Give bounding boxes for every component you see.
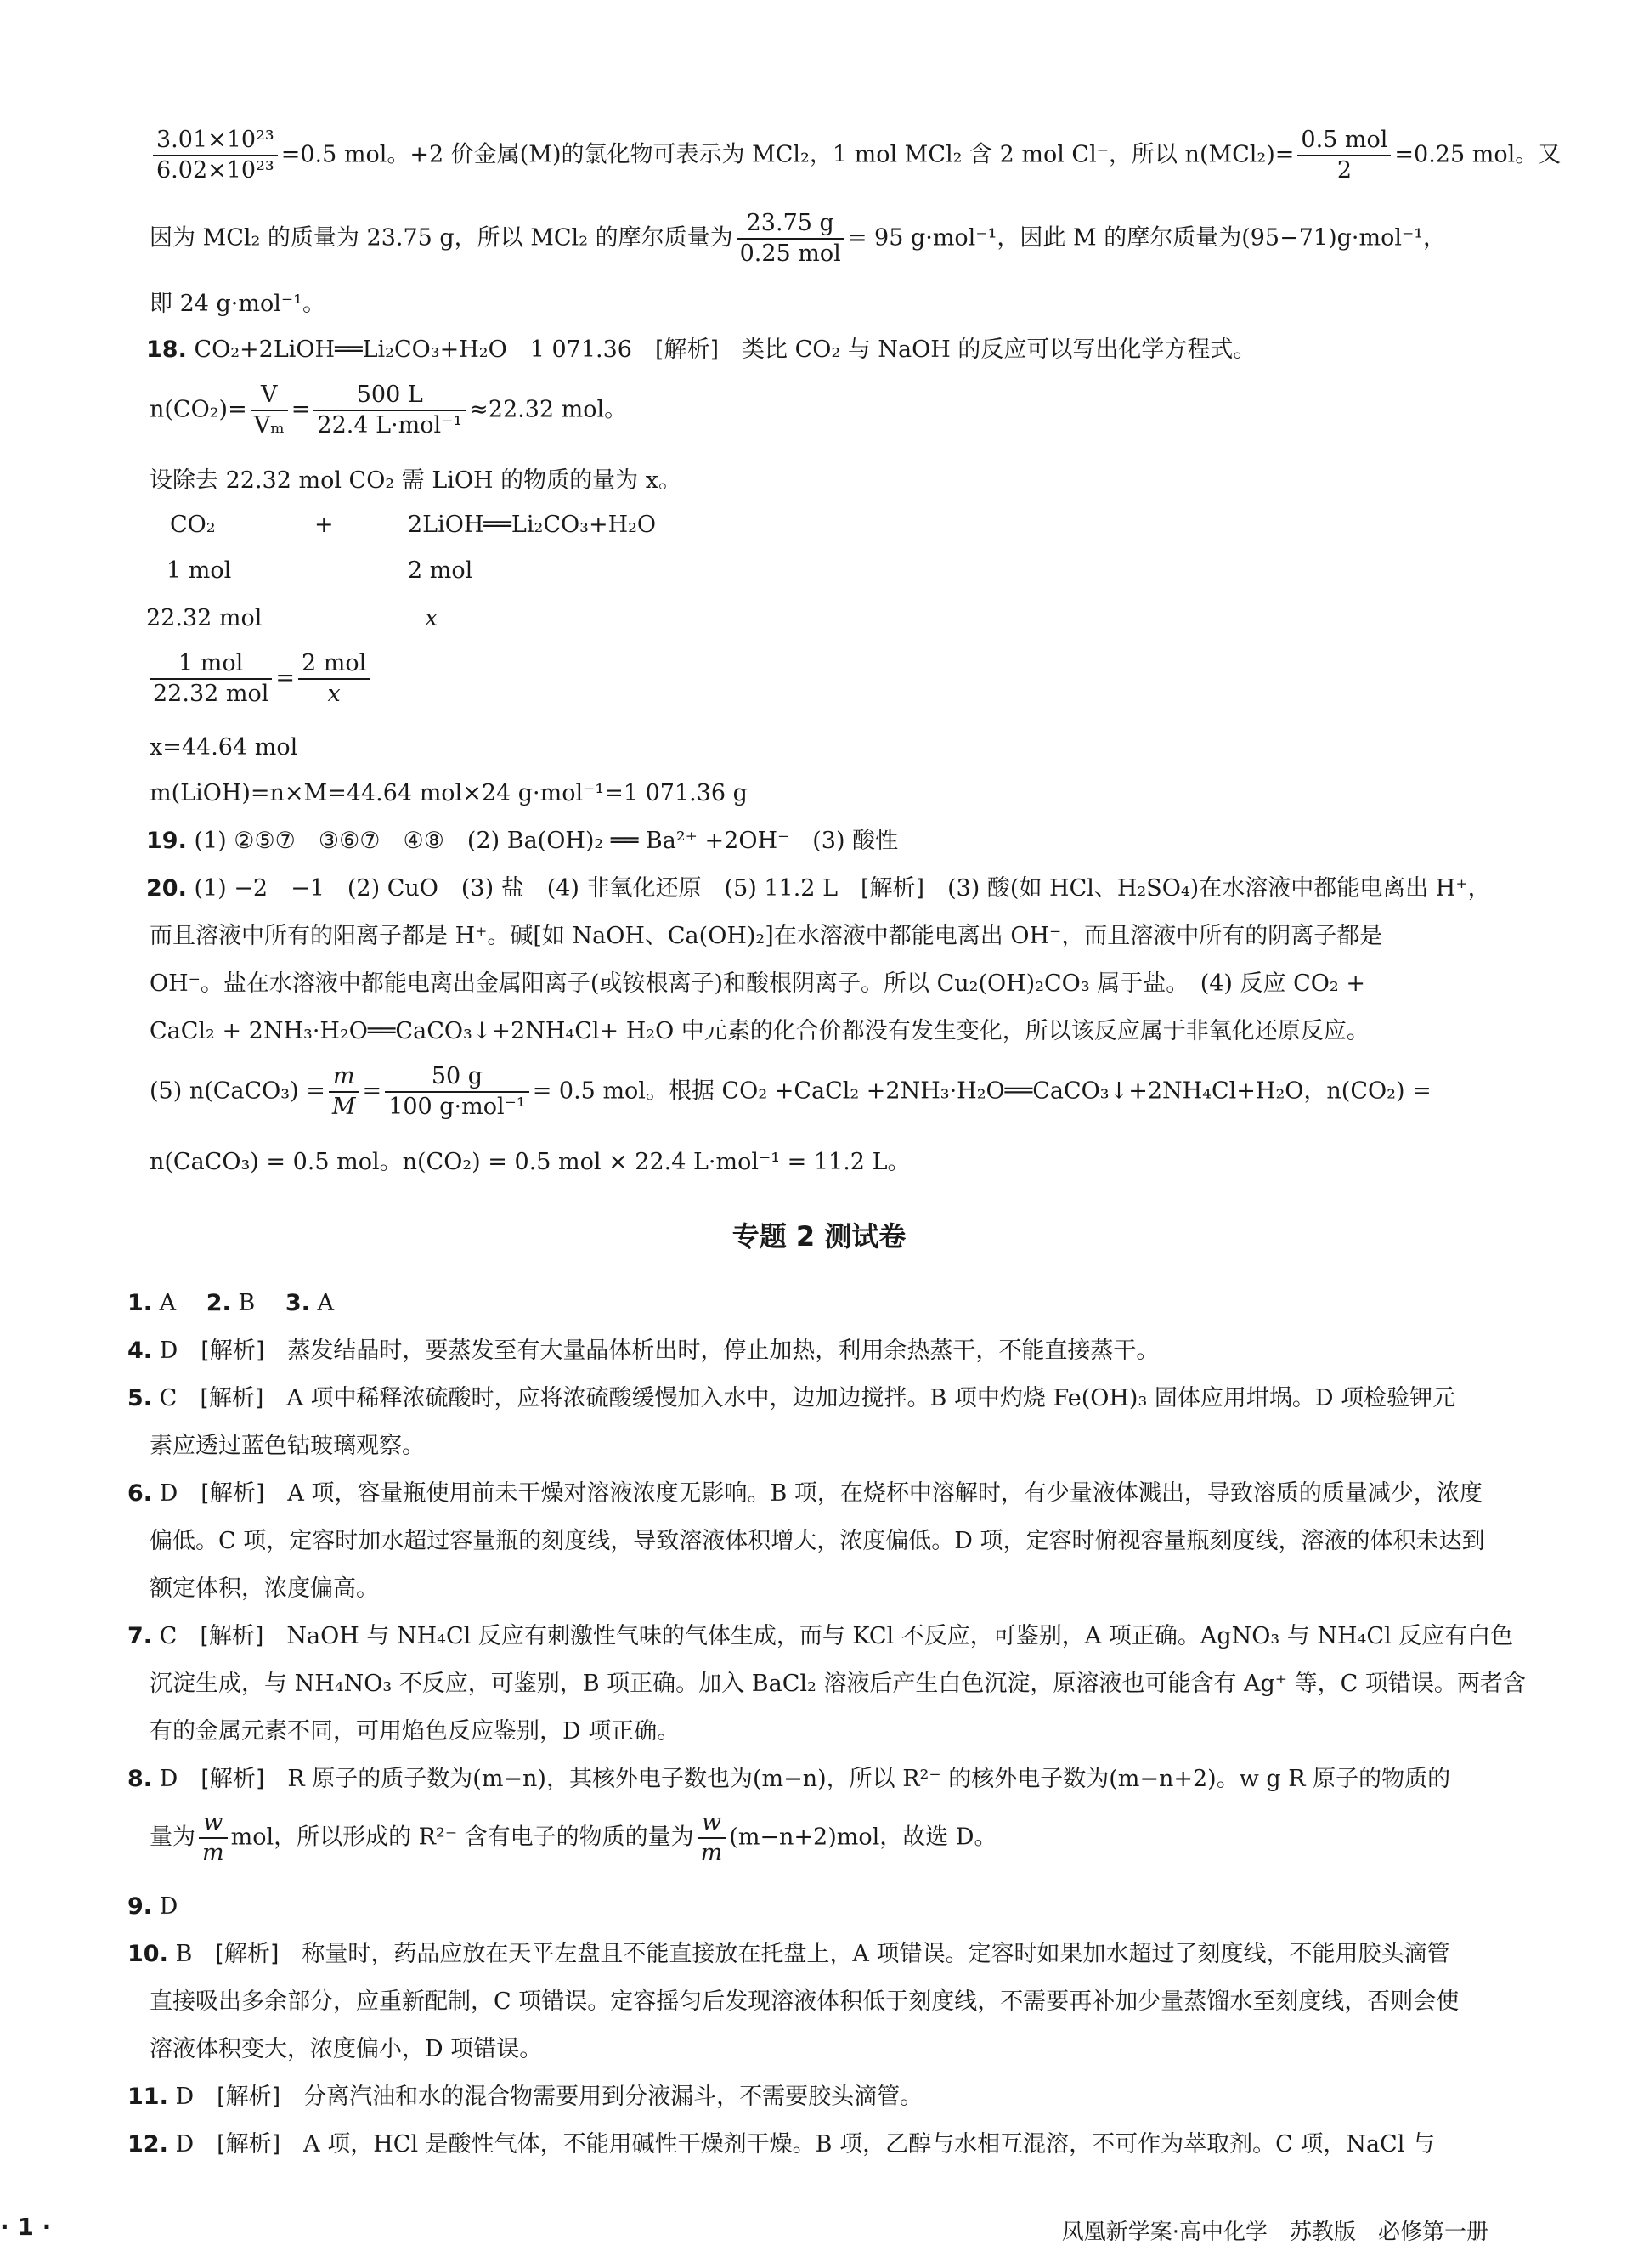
q18-mass: m(LiOH)=n×M=44.64 mol×24 g·mol⁻¹=1 071.36 g — [150, 780, 748, 806]
question-number: 20. — [146, 875, 187, 902]
q18-proportion: $\frac{\text{1 mol}}{\text{22.32 mol}}$ = $\frac{\text{2 mol}}{x}$ — [146, 649, 373, 709]
answer-10-line-3: 溶液体积变大，浓度偏小，D 项错误。 — [150, 2036, 543, 2062]
analysis-tag: [解析] — [201, 1338, 265, 1364]
answer-4: 4. D [解析] 蒸发结晶时，要蒸发至有大量晶体析出时，停止加热，利用余热蒸干，不能直接蒸干。 — [127, 1338, 1160, 1364]
q18-r2-b: x — [425, 605, 438, 631]
answer-11: 11. D [解析] 分离汽油和水的混合物需要用到分液漏斗，不需要胶头滴管。 — [127, 2084, 923, 2110]
answer-7-line-3: 有的金属元素不同，可用焰色反应鉴别，D 项正确。 — [150, 1718, 681, 1745]
q18-r2-a: 22.32 mol — [146, 605, 263, 631]
answer-6-line-3: 额定体积，浓度偏高。 — [150, 1575, 379, 1602]
answer-8-line-2: 量为 $\frac{w}{m}$ mol，所以形成的 R²⁻ 含有电子的物质的量为 $\frac{w}{m}$ (m−n+2)mol，故选 D。 — [150, 1809, 997, 1866]
analysis-tag: [解析] — [200, 1385, 264, 1411]
q20-line-2: 而且溶液中所有的阳离子都是 H⁺。碱[如 NaOH、Ca(OH)₂]在水溶液中都能电离出 OH⁻，而且溶液中所有的阴离子都是 — [150, 923, 1383, 949]
book-title: 凤凰新学案·高中化学 苏教版 必修第一册 — [1061, 2220, 1488, 2245]
fraction: $\frac{50 g}{\text{100 g·mol⁻¹}}$ — [385, 1062, 529, 1122]
fraction: $\frac{\text{0.5 mol}}{2}$ — [1297, 126, 1391, 185]
q18-r1-b: 2 mol — [408, 557, 473, 584]
q20-line-4: CaCl₂ + 2NH₃·H₂O══CaCO₃↓+2NH₄Cl+ H₂O 中元素的化合价都没有发生变化，所以该反应属于非氧化还原反应。 — [150, 1018, 1370, 1044]
q18-eq-plus: + — [314, 512, 334, 538]
q20-line-3: OH⁻。盐在水溶液中都能电离出金属阳离子(或铵根离子)和酸根阴离子。所以 Cu₂(OH)₂CO₃ 属于盐。 (4) 反应 CO₂ + — [150, 970, 1365, 997]
analysis-tag: [解析] — [217, 2084, 281, 2110]
answer-10-line-2: 直接吸出多余部分，应重新配制，C 项错误。定容摇匀后发现溶液体积低于刻度线，不需要再补加少量蒸馏水至刻度线，否则会使 — [150, 1988, 1460, 2015]
q20-line-1: 20. (1) −2 −1 (2) CuO (3) 盐 (4) 非氧化还原 (5) 11.2 L [解析] (3) 酸(如 HCl、H₂SO₄)在水溶液中都能电离出 H⁺， — [146, 875, 1491, 902]
answer-6: 6. D [解析] A 项，容量瓶使用前未干燥对溶液浓度无影响。B 项，在烧杯中溶解时，有少量液体溅出，导致溶质的质量减少，浓度 — [127, 1480, 1483, 1507]
fraction: $\frac{\text{1 mol}}{\text{22.32 mol}}$ — [150, 649, 272, 709]
q20-line-5: (5) n(CaCO₃) = $\frac{m}{M}$ = $\frac{50 g}{\text{100 g·mol⁻¹}}$ = 0.5 mol。根据 CO₂ +CaCl₂ +2NH₃·H₂O══CaCO₃↓+2NH₄Cl+H₂O，n(CO₂) = — [150, 1063, 1432, 1120]
q20-line-6: n(CaCO₃) = 0.5 mol。n(CO₂) = 0.5 mol × 22.4 L·mol⁻¹ = 11.2 L。 — [150, 1149, 911, 1175]
fraction: $\frac{\text{3.01×10²³}}{\text{6.02×10²³}}$ — [153, 126, 278, 185]
q17-line-2: 因为 MCl₂ 的质量为 23.75 g，所以 MCl₂ 的摩尔质量为 $\frac{23.75 g}{\text{0.25 mol}}$ = 95 g·mol⁻¹，因此 M 的摩尔质量为(95−71)g·mol⁻¹， — [150, 210, 1447, 267]
q19-line: 19. (1) ②⑤⑦ ③⑥⑦ ④⑧ (2) Ba(OH)₂ ══ Ba²⁺ +2OH⁻ (3) 酸性 — [146, 828, 899, 854]
page-number: · 1 · — [0, 2213, 52, 2241]
analysis-tag: [解析] — [217, 2131, 281, 2158]
q17-line-3: 即 24 g·mol⁻¹。 — [150, 291, 325, 317]
analysis-tag: [解析] — [654, 337, 720, 363]
q18-moles: n(CO₂)= $\frac{V}{\text{Vₘ}}$ = $\frac{500 L}{\text{22.4 L·mol⁻¹}}$ ≈22.32 mol。 — [150, 382, 628, 438]
q18-x: x=44.64 mol — [150, 734, 298, 761]
q17-line-1: $\frac{\text{3.01×10²³}}{\text{6.02×10²³}}$ =0.5 mol。+2 价金属(M)的氯化物可表示为 MCl₂，1 mol MCl₂ 含 2 mol Cl⁻，所以 n(MCl₂)= $\frac{\text{0.5 mol}}{2}$ =0.25 mol。又 — [150, 126, 1561, 185]
answer-7: 7. C [解析] NaOH 与 NH₄Cl 反应有刺激性气味的气体生成，而与 KCl 不反应，可鉴别，A 项正确。AgNO₃ 与 NH₄Cl 反应有白色 — [127, 1623, 1514, 1649]
answer-5: 5. C [解析] A 项中稀释浓硫酸时，应将浓硫酸缓慢加入水中，边加边搅拌。B 项中灼烧 Fe(OH)₃ 固体应用坩埚。D 项检验钾元 — [127, 1385, 1456, 1411]
question-number: 19. — [146, 828, 187, 854]
section-title: 专题 2 测试卷 — [731, 1220, 907, 1253]
q18-set: 设除去 22.32 mol CO₂ 需 LiOH 的物质的量为 x。 — [150, 467, 681, 494]
fraction: $\frac{V}{\text{Vₘ}}$ — [251, 381, 288, 440]
answer-7-line-2: 沉淀生成，与 NH₄NO₃ 不反应，可鉴别，B 项正确。加入 BaCl₂ 溶液后产生白色沉淀，原溶液也可能含有 Ag⁺ 等，C 项错误。两者含 — [150, 1671, 1526, 1697]
answer-9: 9. D — [127, 1893, 178, 1920]
answer-8: 8. D [解析] R 原子的质子数为(m−n)，其核外电子数也为(m−n)，所以 R²⁻ 的核外电子数为(m−n+2)。w g R 原子的物质的 — [127, 1766, 1451, 1792]
analysis-tag: [解析] — [200, 1623, 264, 1649]
q18-r1-a: 1 mol — [167, 557, 232, 584]
q18-eq-b: 2LiOH══Li₂CO₃+H₂O — [408, 512, 657, 538]
answer-10: 10. B [解析] 称量时，药品应放在天平左盘且不能直接放在托盘上，A 项错误。定容时如果加水超过了刻度线，不能用胶头滴管 — [127, 1941, 1450, 1967]
question-number: 18. — [146, 337, 187, 363]
fraction: $\frac{w}{m}$ — [199, 1808, 228, 1868]
fraction: $\frac{\text{2 mol}}{x}$ — [298, 649, 370, 709]
fraction: $\frac{500 L}{\text{22.4 L·mol⁻¹}}$ — [313, 381, 466, 440]
answer-6-line-2: 偏低。C 项，定容时加水超过容量瓶的刻度线，导致溶液体积增大，浓度偏低。D 项，定容时俯视容量瓶刻度线，溶液的体积未达到 — [150, 1528, 1485, 1554]
answer-12: 12. D [解析] A 项，HCl 是酸性气体，不能用碱性干燥剂干燥。B 项，乙醇与水相互混溶，不可作为萃取剂。C 项，NaCl 与 — [127, 2131, 1435, 2158]
analysis-tag: [解析] — [861, 875, 925, 902]
fraction: $\frac{23.75 g}{\text{0.25 mol}}$ — [737, 209, 844, 269]
answers-1-3: 1. A 2. B 3. A — [127, 1290, 334, 1316]
analysis-tag: [解析] — [201, 1480, 265, 1507]
fraction: $\frac{m}{M}$ — [329, 1062, 359, 1122]
fraction: $\frac{w}{m}$ — [698, 1808, 726, 1868]
analysis-tag: [解析] — [201, 1766, 265, 1792]
q18-line: 18. CO₂+2LiOH══Li₂CO₃+H₂O 1 071.36 [解析] 类比 CO₂ 与 NaOH 的反应可以写出化学方程式。 — [146, 337, 1257, 363]
q18-eq-a: CO₂ — [170, 512, 216, 538]
answer-5-line-2: 素应透过蓝色钴玻璃观察。 — [150, 1433, 425, 1459]
analysis-tag: [解析] — [215, 1941, 280, 1967]
